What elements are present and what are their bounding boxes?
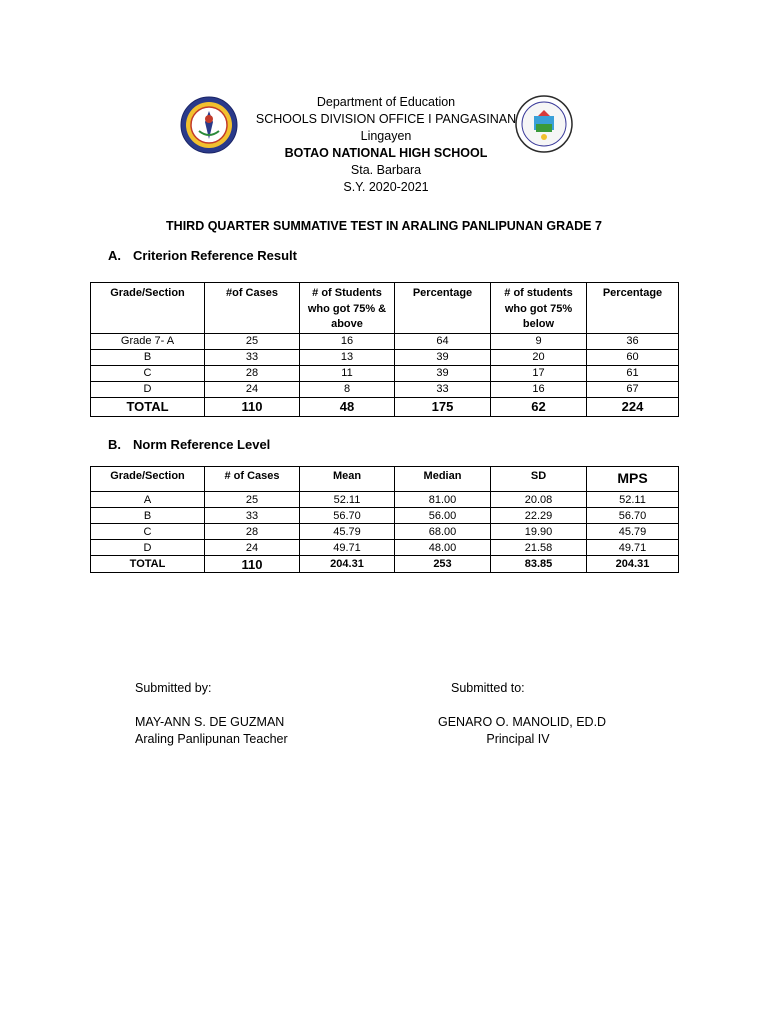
norm-reference-table	[90, 466, 679, 573]
town-name: Lingayen	[360, 129, 412, 143]
table-cell: Grade 7- A	[91, 333, 205, 349]
table-cell: 22.29	[491, 508, 587, 524]
table-row	[91, 365, 679, 381]
column-header: #of Cases	[205, 283, 300, 334]
table-cell: 45.79	[300, 524, 395, 540]
table-cell: 28	[205, 524, 300, 540]
letterhead	[230, 94, 542, 196]
table-cell: 56.70	[587, 508, 679, 524]
table-header-row	[91, 467, 679, 492]
table-cell: 21.58	[491, 540, 587, 556]
table-cell: 56.00	[395, 508, 491, 524]
table-cell: 110	[205, 397, 300, 416]
table-header-row	[91, 283, 679, 334]
division-name: SCHOOLS DIVISION OFFICE I PANGASINAN	[255, 112, 517, 126]
table-cell: 28	[205, 365, 300, 381]
table-cell: 8	[300, 381, 395, 397]
table-cell: 24	[205, 381, 300, 397]
teacher-name: MAY-ANN S. DE GUZMAN	[135, 715, 285, 729]
table-row	[91, 349, 679, 365]
table-cell: 68.00	[395, 524, 491, 540]
section-a-letter: A.	[108, 248, 121, 263]
teacher-signature-block	[135, 714, 288, 748]
table-cell: 83.85	[491, 556, 587, 573]
column-header: # of Students who got 75% & above	[300, 283, 395, 334]
table-cell: 19.90	[491, 524, 587, 540]
table-row	[91, 492, 679, 508]
table-cell: B	[91, 349, 205, 365]
table-cell: 11	[300, 365, 395, 381]
table-cell: 33	[205, 508, 300, 524]
table-cell: 49.71	[587, 540, 679, 556]
test-title: THIRD QUARTER SUMMATIVE TEST IN ARALING PANLIPUNAN GRADE 7	[166, 219, 602, 233]
table-cell: 48	[300, 397, 395, 416]
column-header: Median	[395, 467, 491, 492]
table-cell: 64	[395, 333, 491, 349]
teacher-title: Araling Panlipunan Teacher	[135, 732, 288, 746]
table-cell: 16	[491, 381, 587, 397]
table-cell: 61	[587, 365, 679, 381]
section-b-letter: B.	[108, 437, 121, 452]
criterion-reference-table	[90, 282, 679, 417]
table-row	[91, 508, 679, 524]
table-cell: 17	[491, 365, 587, 381]
section-a-label: Criterion Reference Result	[133, 248, 297, 263]
table-cell: 9	[491, 333, 587, 349]
table-cell: 224	[587, 397, 679, 416]
table-row	[91, 333, 679, 349]
table-cell: D	[91, 381, 205, 397]
section-b-label: Norm Reference Level	[133, 437, 271, 452]
table-cell: 253	[395, 556, 491, 573]
place-name: Sta. Barbara	[350, 163, 422, 177]
table-cell: 25	[205, 492, 300, 508]
table-cell: 56.70	[300, 508, 395, 524]
submitted-to-label: Submitted to:	[451, 681, 525, 695]
table-cell: D	[91, 540, 205, 556]
table-cell: 49.71	[300, 540, 395, 556]
table-cell: 20	[491, 349, 587, 365]
table-cell: 52.11	[587, 492, 679, 508]
table-cell: TOTAL	[91, 556, 205, 573]
table-cell: 48.00	[395, 540, 491, 556]
table-cell: A	[91, 492, 205, 508]
column-header: # of students who got 75% below	[491, 283, 587, 334]
table-cell: 25	[205, 333, 300, 349]
table-cell: 20.08	[491, 492, 587, 508]
table-cell: 33	[395, 381, 491, 397]
table-cell: 110	[205, 556, 300, 573]
column-header: Mean	[300, 467, 395, 492]
table-cell: 39	[395, 349, 491, 365]
table-cell: 204.31	[300, 556, 395, 573]
table-row	[91, 381, 679, 397]
table-cell: 62	[491, 397, 587, 416]
column-header: # of Cases	[205, 467, 300, 492]
principal-signature-block	[438, 714, 607, 748]
column-header: Grade/Section	[91, 467, 205, 492]
table-cell: 24	[205, 540, 300, 556]
submitted-by-label: Submitted by:	[135, 681, 212, 695]
table-cell: 33	[205, 349, 300, 365]
section-b-title	[108, 437, 270, 452]
table-cell: TOTAL	[91, 397, 205, 416]
table-cell: 175	[395, 397, 491, 416]
school-year: S.Y. 2020-2021	[343, 180, 429, 194]
table-cell: C	[91, 524, 205, 540]
school-name: BOTAO NATIONAL HIGH SCHOOL	[284, 146, 488, 160]
table-cell: 52.11	[300, 492, 395, 508]
table-cell: 13	[300, 349, 395, 365]
table-total-row	[91, 397, 679, 416]
column-header: SD	[491, 467, 587, 492]
table-cell: 204.31	[587, 556, 679, 573]
column-header: Percentage	[587, 283, 679, 334]
section-a-title	[108, 248, 297, 263]
table-cell: C	[91, 365, 205, 381]
table-cell: 16	[300, 333, 395, 349]
table-row	[91, 540, 679, 556]
column-header: Grade/Section	[91, 283, 205, 334]
table-cell: 67	[587, 381, 679, 397]
principal-name: GENARO O. MANOLID, ED.D	[438, 715, 607, 729]
table-total-row	[91, 556, 679, 573]
table-cell: 60	[587, 349, 679, 365]
table-cell: 36	[587, 333, 679, 349]
table-cell: 81.00	[395, 492, 491, 508]
table-cell: B	[91, 508, 205, 524]
column-header: Percentage	[395, 283, 491, 334]
principal-title: Principal IV	[486, 732, 550, 746]
department-name: Department of Education	[316, 95, 456, 109]
table-cell: 45.79	[587, 524, 679, 540]
table-cell: 39	[395, 365, 491, 381]
table-row	[91, 524, 679, 540]
column-header: MPS	[587, 467, 679, 492]
